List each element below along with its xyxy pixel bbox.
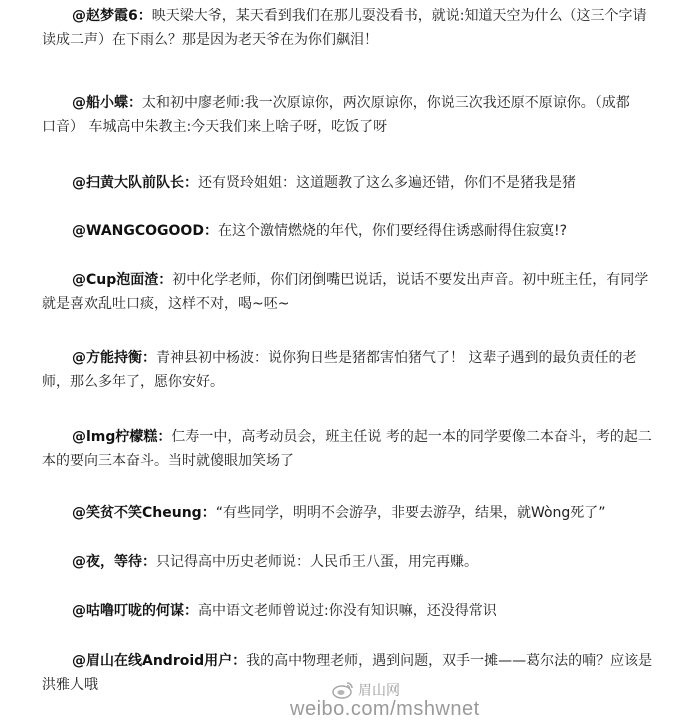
user-handle[interactable]: @眉山在线Android用户： bbox=[72, 653, 247, 669]
weibo-logo-icon bbox=[332, 681, 354, 699]
user-handle[interactable]: @夜，等待： bbox=[72, 554, 156, 570]
user-handle[interactable]: @笑贫不笑Cheung： bbox=[72, 505, 216, 521]
weibo-watermark bbox=[290, 680, 550, 724]
entry-text: 高中语文老师曾说过:你没有知识嘛，还没得常识 bbox=[198, 603, 497, 619]
post-entry bbox=[42, 346, 674, 394]
entry-first-line bbox=[42, 219, 674, 243]
post-entry bbox=[42, 4, 674, 52]
entry-continuation: 口音） 车城高中朱教主:今天我们来上啥子呀，吃饭了呀 bbox=[42, 119, 388, 135]
entry-continuation: 师，那么多年了，愿你安好。 bbox=[42, 374, 224, 390]
post-entry bbox=[42, 268, 674, 316]
entry-text: 青神县初中杨波：说你狗日些是猪都害怕猪气了！ 这辈子遇到的最负责任的老 bbox=[156, 350, 637, 366]
entry-text: 我的高中物理老师，遇到问题，双手一摊——葛尔法的喃？应该是 bbox=[246, 653, 653, 669]
entry-text: “有些同学，明明不会游孕，非要去游孕，结果，就Wòng死了” bbox=[215, 505, 606, 521]
entry-first-line bbox=[42, 91, 674, 115]
entry-first-line bbox=[42, 649, 674, 673]
entry-continuation: 洪雅人哦 bbox=[42, 677, 98, 693]
watermark-url: weibo.com/mshwnet bbox=[290, 698, 480, 720]
watermark-brand-row bbox=[332, 680, 400, 700]
user-handle[interactable]: @扫黄大队前队长： bbox=[72, 175, 198, 191]
post-entry bbox=[42, 425, 674, 473]
entry-first-line bbox=[42, 425, 674, 449]
post-entry bbox=[42, 91, 674, 139]
watermark-brand: 眉山网 bbox=[358, 682, 400, 698]
entry-text: 太和初中廖老师:我一次原谅你，两次原谅你，你说三次我还原不原谅你。（成都 bbox=[142, 95, 630, 111]
post-entry bbox=[42, 550, 674, 574]
user-handle[interactable]: @船小蝶： bbox=[72, 95, 142, 111]
entry-first-line bbox=[42, 346, 674, 370]
entry-text: 还有贤玲姐姐：这道题教了这么多遍还错，你们不是猪我是猪 bbox=[198, 175, 576, 191]
entry-text: 在这个激情燃烧的年代，你们要经得住诱惑耐得住寂寞!? bbox=[217, 223, 567, 239]
post-entry bbox=[42, 171, 674, 195]
user-handle[interactable]: @WANGCOGOOD： bbox=[72, 223, 218, 239]
entry-continuation: 读成二声）在下雨么？那是因为老天爷在为你们飙泪！ bbox=[42, 32, 378, 48]
post-entry bbox=[42, 501, 674, 525]
entry-first-line bbox=[42, 501, 674, 525]
entry-first-line bbox=[42, 599, 674, 623]
user-handle[interactable]: @lmg柠檬糕： bbox=[72, 429, 172, 445]
post-entry bbox=[42, 599, 674, 623]
entry-continuation: 就是喜欢乱吐口痰，这样不对，喝~呸~ bbox=[42, 296, 290, 312]
user-handle[interactable]: @Cup泡面渣： bbox=[72, 272, 173, 288]
entry-first-line bbox=[42, 4, 674, 28]
entry-text: 映天梁大爷，某天看到我们在那儿耍没看书，就说:知道天空为什么（这三个字请 bbox=[151, 8, 647, 24]
post-entry bbox=[42, 219, 674, 243]
entry-text: 仁寿一中，高考动员会，班主任说 考的起一本的同学要像二本奋斗，考的起二 bbox=[171, 429, 652, 445]
entry-text: 初中化学老师，你们闭倒嘴巴说话，说话不要发出声音。初中班主任，有同学 bbox=[172, 272, 649, 288]
entry-text: 只记得高中历史老师说：人民币王八蛋，用完再赚。 bbox=[156, 554, 478, 570]
entry-continuation: 本的要向三本奋斗。当时就傻眼加笑场了 bbox=[42, 453, 294, 469]
user-handle[interactable]: @咕噜叮咙的何谋： bbox=[72, 603, 198, 619]
entry-first-line bbox=[42, 550, 674, 574]
entry-first-line bbox=[42, 171, 674, 195]
user-handle[interactable]: @方能持衡： bbox=[72, 350, 156, 366]
entry-first-line bbox=[42, 268, 674, 292]
user-handle[interactable]: @赵梦霞6： bbox=[72, 8, 152, 24]
